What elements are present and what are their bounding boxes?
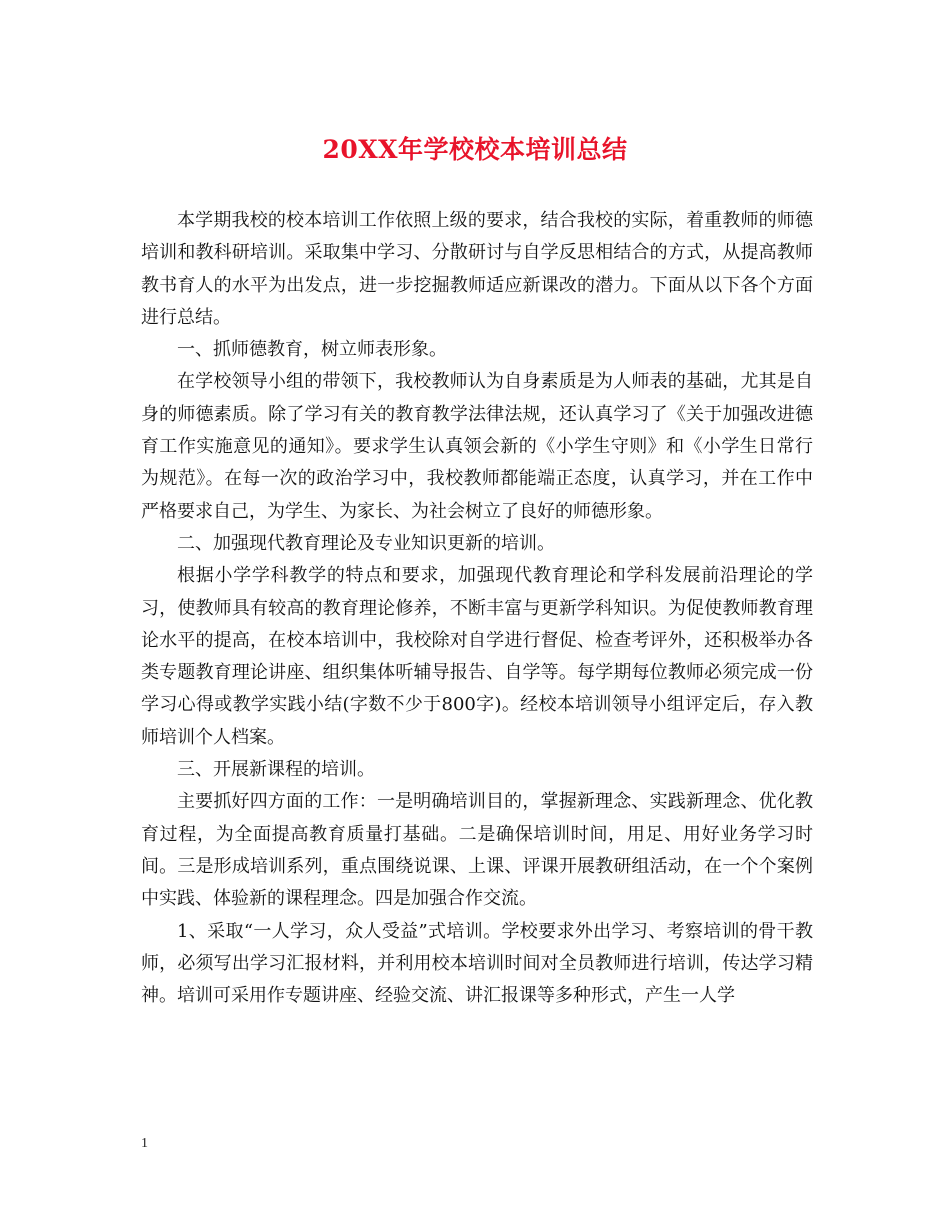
section-heading-1: 一、抓师德教育，树立师表形象。 [177,339,447,361]
paragraph-section-3: 主要抓好四方面的工作：一是明确培训目的，掌握新理念、实践新理念、优化教育过程，为全面提高教育质量打基础。二是确保培训时间，用足、用好业务学习时间。三是形成培训系列，重点围绕说课、上课、评课开展教研组活动，在一个个案例中实践、体验新的课程理念。四是加强合作交流。 [141,791,813,910]
section-heading-2: 二、加强现代教育理论及专业知识更新的培训。 [177,532,555,554]
document-title: 20XX年学校校本培训总结 [322,135,628,164]
paragraph-section-1: 在学校领导小组的带领下，我校教师认为自身素质是为人师表的基础，尤其是自身的师德素质。除了学习有关的教育教学法律法规，还认真学习了《关于加强改进德育工作实施意见的通知》。要求学生认真领会新的《小学生守则》和《小学生日常行为规范》。在每一次的政治学习中，我校教师都能端正态度，认真学习，并在工作中严格要求自己，为学生、为家长、为社会树立了良好的师德形象。 [141,371,813,522]
paragraph-intro: 本学期我校的校本培训工作依照上级的要求，结合我校的实际，着重教师的师德培训和教科研培训。采取集中学习、分散研讨与自学反思相结合的方式，从提高教师教书育人的水平为出发点，进一步挖掘教师适应新课改的潜力。下面从以下各个方面进行总结。 [141,210,813,328]
section-heading-3: 三、开展新课程的培训。 [177,759,375,781]
document-body [141,205,813,1012]
paragraph-item-1: 1、采取“一人学习，众人受益”式培训。学校要求外出学习、考察培训的骨干教师，必须写出学习汇报材料，并利用校本培训时间对全员教师进行培训，传达学习精神。培训可采用作专题讲座、经验交流、讲汇报课等多种形式，产生一人学 [141,920,813,1007]
page-number: 1 [141,1136,148,1151]
paragraph-section-2: 根据小学学科教学的特点和要求，加强现代教育理论和学科发展前沿理论的学习，使教师具有较高的教育理论修养，不断丰富与更新学科知识。为促使教师教育理论水平的提高，在校本培训中，我校除对自学进行督促、检查考评外，还积极举办各类专题教育理论讲座、组织集体听辅导报告、自学等。每学期每位教师必须完成一份学习心得或教学实践小结(字数不少于800字)。经校本培训领导小组评定后，存入教师培训个人档案。 [141,565,813,748]
